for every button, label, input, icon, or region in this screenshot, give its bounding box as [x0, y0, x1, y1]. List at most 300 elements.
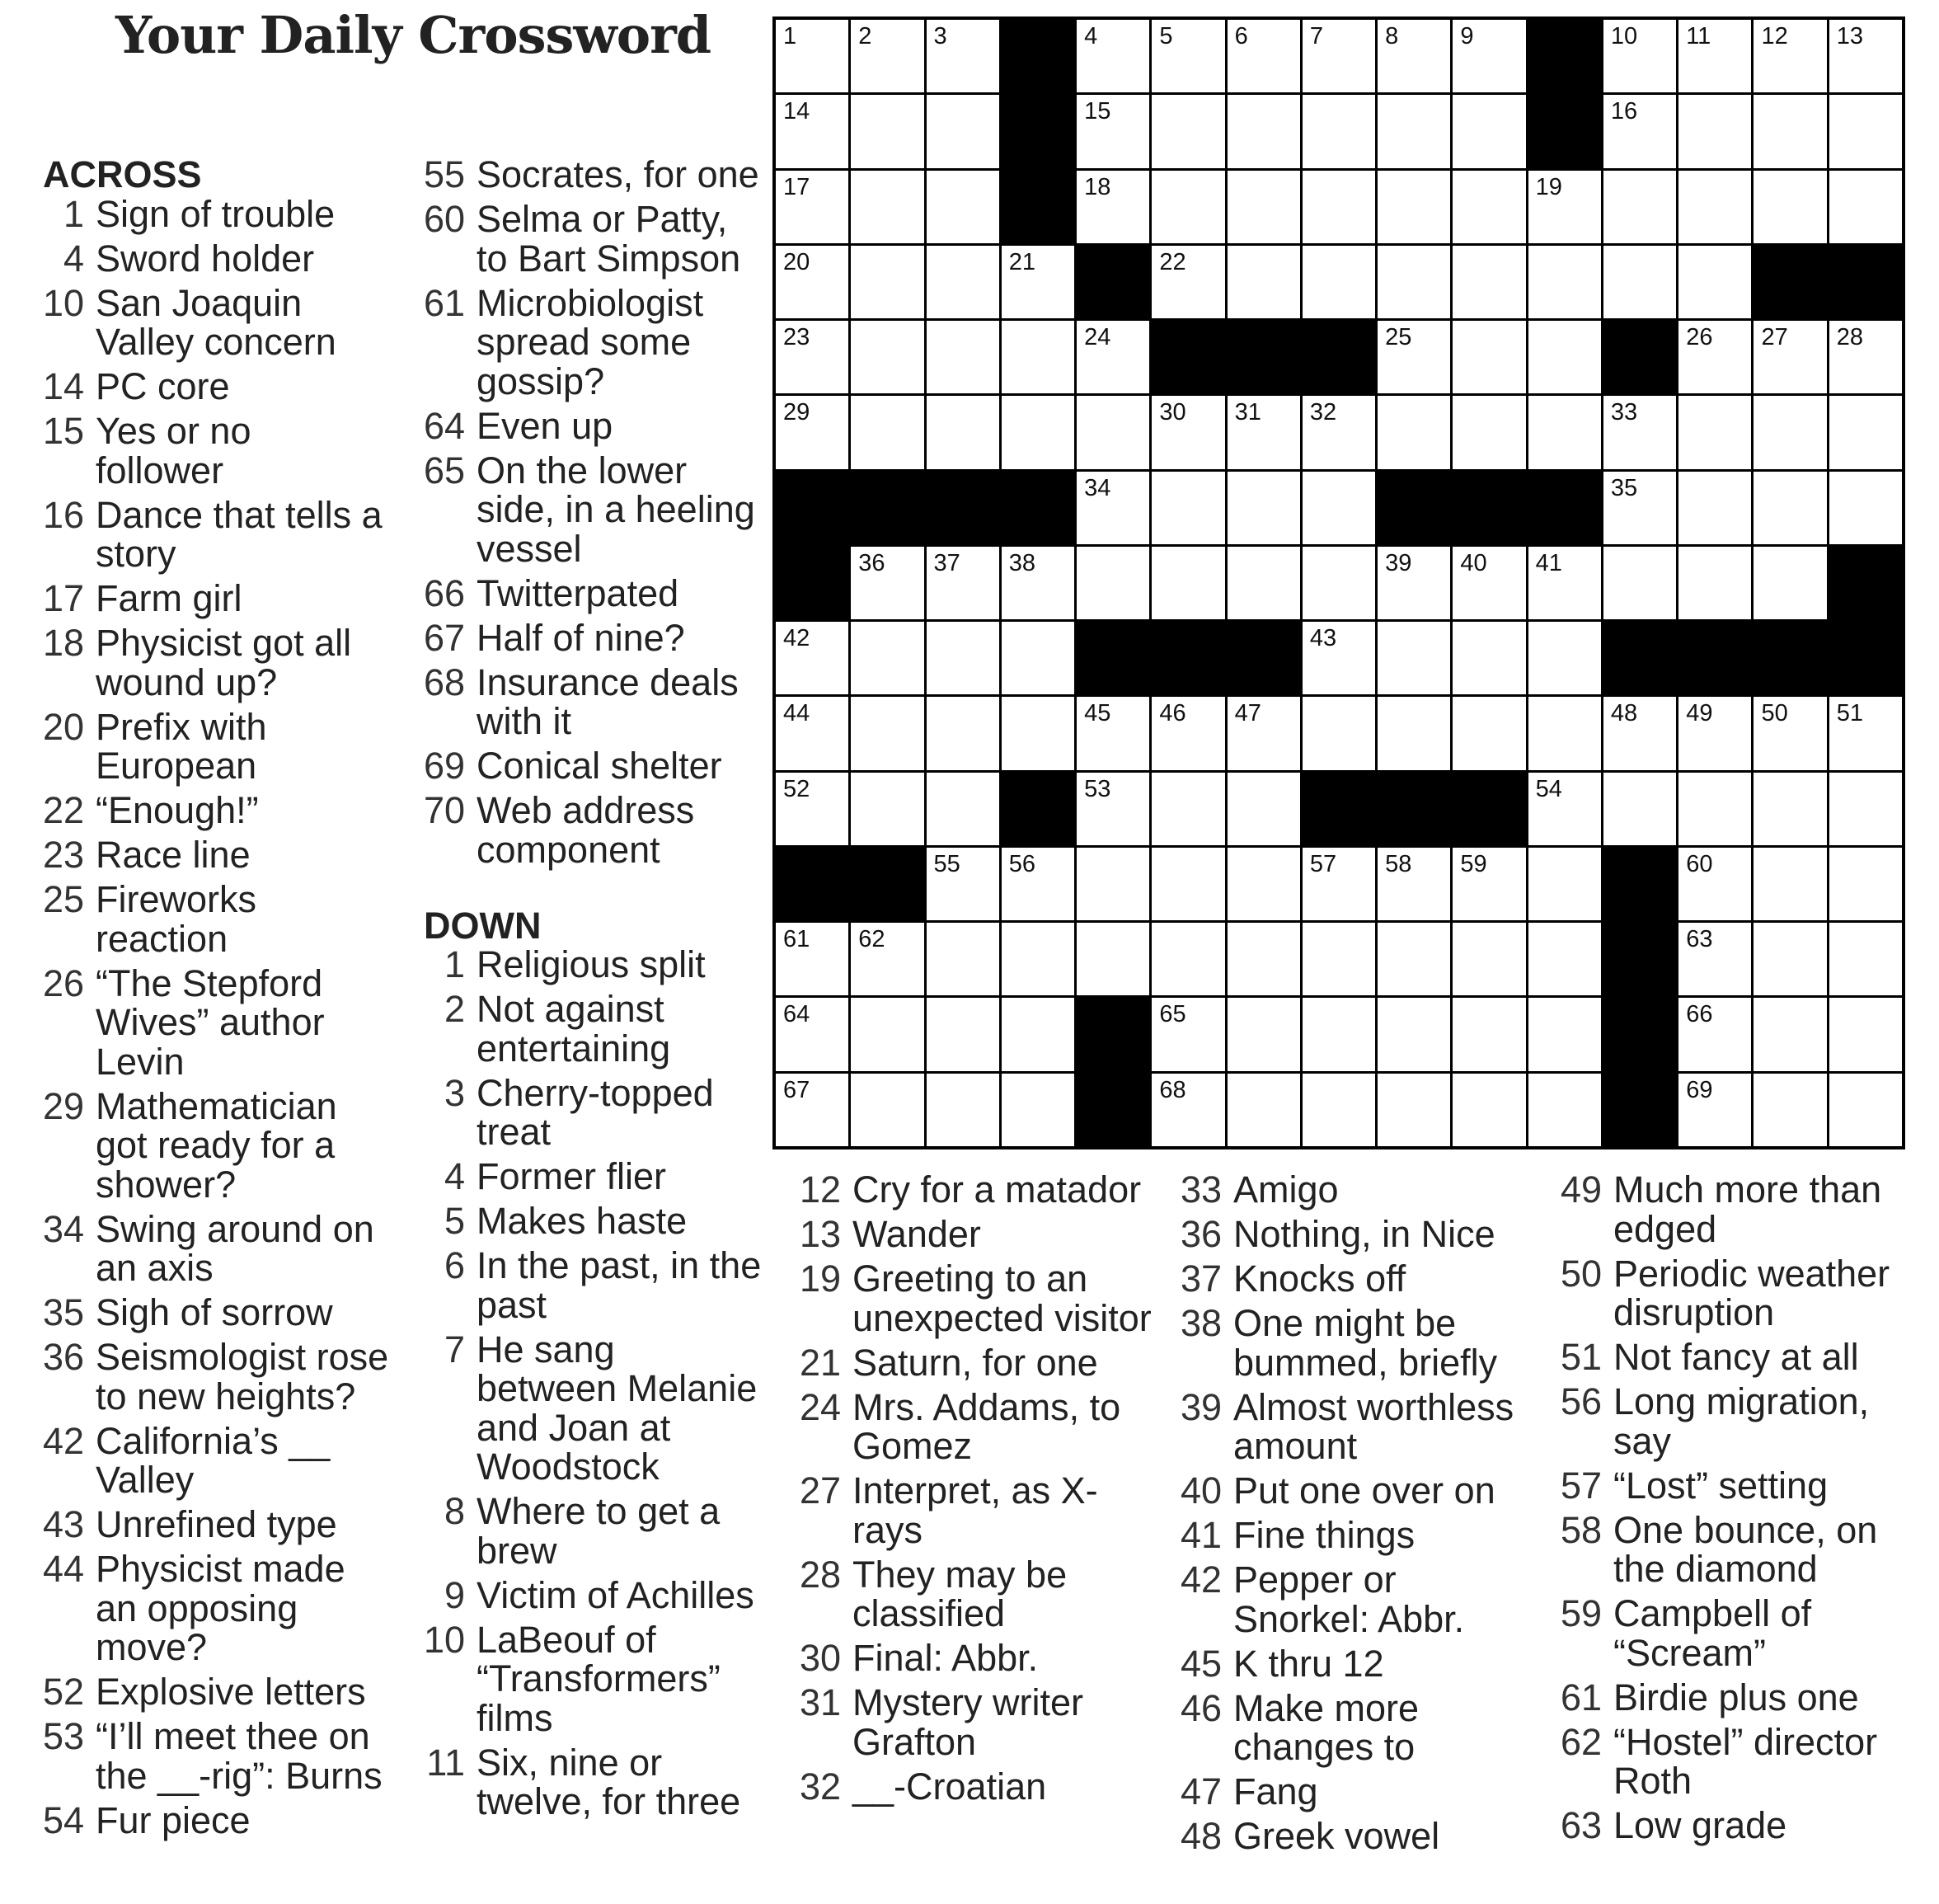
grid-square[interactable] — [1528, 998, 1601, 1070]
square-number: 40 — [1460, 549, 1487, 576]
grid-square[interactable] — [1228, 396, 1300, 468]
grid-square[interactable] — [1678, 1074, 1751, 1146]
down-clue[interactable] — [424, 1620, 763, 1738]
clue-number: 27 — [800, 1469, 842, 1511]
grid-square[interactable] — [927, 998, 999, 1070]
grid-square[interactable] — [1678, 95, 1751, 167]
grid-square[interactable] — [1603, 246, 1676, 318]
grid-square[interactable] — [1528, 622, 1601, 694]
down-clue[interactable] — [1181, 1686, 1540, 1768]
grid-square[interactable] — [1077, 95, 1149, 167]
grid-square[interactable] — [1678, 20, 1751, 92]
grid-square[interactable] — [1829, 20, 1902, 92]
grid-square[interactable] — [1002, 321, 1074, 393]
grid-square[interactable] — [1754, 20, 1826, 92]
grid-square[interactable] — [1002, 848, 1074, 920]
down-clue[interactable] — [1561, 1466, 1923, 1506]
grid-square[interactable] — [1228, 848, 1300, 920]
grid-square[interactable] — [1453, 20, 1525, 92]
grid-square[interactable] — [776, 95, 848, 167]
square-number: 43 — [1309, 625, 1337, 652]
grid-square[interactable] — [776, 697, 848, 769]
grid-square[interactable] — [1453, 1074, 1525, 1146]
down-clue[interactable] — [1561, 1170, 1923, 1248]
across-clue[interactable] — [43, 835, 389, 875]
grid-square[interactable] — [1528, 321, 1601, 393]
grid-square[interactable] — [851, 773, 923, 845]
grid-square[interactable] — [927, 547, 999, 619]
grid-square[interactable] — [776, 998, 848, 1070]
grid-square[interactable] — [1453, 848, 1525, 920]
grid-square[interactable] — [1829, 472, 1902, 544]
grid-square[interactable] — [1002, 998, 1074, 1070]
grid-square[interactable] — [1152, 848, 1224, 920]
grid-square[interactable] — [927, 171, 999, 243]
grid-square[interactable] — [776, 923, 848, 995]
grid-square[interactable] — [1678, 923, 1751, 995]
across-clue[interactable] — [424, 571, 763, 614]
grid-square[interactable] — [1678, 547, 1751, 619]
grid-square[interactable] — [1453, 547, 1525, 619]
across-clue[interactable] — [43, 705, 389, 787]
grid-square[interactable] — [851, 622, 923, 694]
grid-square[interactable] — [1678, 396, 1751, 468]
across-clue[interactable] — [43, 791, 389, 830]
square-number: 61 — [783, 926, 810, 953]
grid-square[interactable] — [1453, 697, 1525, 769]
grid-square[interactable] — [927, 246, 999, 318]
down-clue[interactable] — [800, 1259, 1159, 1338]
grid-square[interactable] — [1829, 848, 1902, 920]
grid-block — [1378, 773, 1450, 845]
grid-square[interactable] — [1754, 697, 1826, 769]
down-clue[interactable] — [1181, 1170, 1540, 1210]
grid-square[interactable] — [1152, 773, 1224, 845]
square-number: 10 — [1610, 23, 1638, 49]
across-clue[interactable] — [43, 281, 389, 363]
grid-square[interactable] — [1754, 848, 1826, 920]
grid-square[interactable] — [1528, 171, 1601, 243]
across-clue[interactable] — [43, 961, 389, 1083]
down-clue[interactable] — [800, 1638, 1159, 1678]
grid-square[interactable] — [1378, 95, 1450, 167]
across-clue[interactable] — [43, 411, 389, 490]
grid-square[interactable] — [1303, 472, 1375, 544]
grid-square[interactable] — [1528, 848, 1601, 920]
grid-square[interactable] — [776, 246, 848, 318]
grid-square[interactable] — [1678, 321, 1751, 393]
grid-block — [1603, 321, 1676, 393]
grid-square[interactable] — [776, 396, 848, 468]
square-number: 48 — [1610, 700, 1638, 727]
across-clue[interactable] — [43, 1717, 389, 1795]
grid-square[interactable] — [1077, 321, 1149, 393]
grid-square[interactable] — [776, 773, 848, 845]
grid-square[interactable] — [1754, 923, 1826, 995]
clue-text: Selma or Patty, to Bart Simpson — [477, 198, 741, 280]
grid-square[interactable] — [1754, 547, 1826, 619]
across-clue[interactable] — [424, 155, 763, 195]
grid-square[interactable] — [1228, 923, 1300, 995]
grid-square[interactable] — [1303, 923, 1375, 995]
across-clue[interactable] — [43, 623, 389, 702]
grid-square[interactable] — [1603, 547, 1676, 619]
down-clue[interactable] — [424, 945, 763, 985]
grid-square[interactable] — [851, 998, 923, 1070]
square-number: 19 — [1535, 173, 1562, 200]
across-clue[interactable] — [43, 579, 389, 618]
down-clue[interactable] — [424, 1157, 763, 1196]
clue-column-1 — [43, 155, 389, 1845]
down-clue[interactable] — [1561, 1720, 1923, 1802]
across-clue[interactable] — [43, 1207, 389, 1289]
grid-square[interactable] — [1603, 95, 1676, 167]
grid-square[interactable] — [1829, 697, 1902, 769]
grid-square[interactable] — [1754, 773, 1826, 845]
down-clue[interactable] — [1561, 1338, 1923, 1377]
grid-square[interactable] — [776, 622, 848, 694]
across-clue[interactable] — [424, 746, 763, 786]
across-clue[interactable] — [43, 1549, 389, 1667]
clue-text: Knocks off — [1233, 1258, 1406, 1300]
grid-square[interactable] — [1678, 246, 1751, 318]
down-clue[interactable] — [1181, 1385, 1540, 1467]
across-clue[interactable] — [43, 1293, 389, 1333]
grid-square[interactable] — [927, 848, 999, 920]
grid-square[interactable] — [1754, 396, 1826, 468]
grid-square[interactable] — [1077, 20, 1149, 92]
down-clue[interactable] — [1181, 1817, 1540, 1856]
grid-square[interactable] — [1453, 923, 1525, 995]
grid-square[interactable] — [1152, 20, 1224, 92]
grid-square[interactable] — [1528, 1074, 1601, 1146]
grid-square[interactable] — [1303, 1074, 1375, 1146]
grid-square[interactable] — [1829, 396, 1902, 468]
grid-square[interactable] — [1303, 171, 1375, 243]
grid-square[interactable] — [1603, 396, 1676, 468]
across-clue[interactable] — [424, 791, 763, 869]
grid-square[interactable] — [776, 321, 848, 393]
grid-square[interactable] — [1678, 472, 1751, 544]
grid-square[interactable] — [1453, 171, 1525, 243]
across-clue[interactable] — [424, 618, 763, 658]
grid-square[interactable] — [1453, 246, 1525, 318]
across-clue[interactable] — [424, 663, 763, 741]
grid-square[interactable] — [1303, 95, 1375, 167]
grid-square[interactable] — [851, 697, 923, 769]
clue-text: Victim of Achilles — [477, 1573, 754, 1616]
clue-number: 54 — [43, 1798, 85, 1841]
down-clue[interactable] — [1181, 1772, 1540, 1812]
clue-text: Socrates, for one — [477, 153, 759, 195]
across-clue[interactable] — [424, 451, 763, 569]
grid-square[interactable] — [1002, 923, 1074, 995]
clue-text: Farm girl — [96, 577, 242, 619]
across-clue[interactable] — [43, 1419, 389, 1501]
grid-square[interactable] — [776, 1074, 848, 1146]
grid-square[interactable] — [1754, 321, 1826, 393]
grid-square[interactable] — [1228, 697, 1300, 769]
grid-square[interactable] — [1528, 396, 1601, 468]
grid-square[interactable] — [1378, 923, 1450, 995]
grid-square[interactable] — [1528, 697, 1601, 769]
grid-square[interactable] — [1152, 697, 1224, 769]
grid-square[interactable] — [1378, 697, 1450, 769]
grid-square[interactable] — [1528, 547, 1601, 619]
grid-square[interactable] — [1754, 1074, 1826, 1146]
grid-square[interactable] — [851, 547, 923, 619]
down-clue[interactable] — [800, 1471, 1159, 1549]
grid-square[interactable] — [1228, 547, 1300, 619]
clue-text: Nothing, in Nice — [1233, 1213, 1495, 1255]
square-number: 14 — [783, 98, 810, 125]
grid-square[interactable] — [1303, 396, 1375, 468]
clue-number: 11 — [426, 1741, 465, 1784]
grid-square[interactable] — [1378, 1074, 1450, 1146]
grid-square[interactable] — [1678, 848, 1751, 920]
down-clue[interactable] — [800, 1385, 1159, 1467]
grid-square[interactable] — [1152, 396, 1224, 468]
grid-square[interactable] — [1002, 697, 1074, 769]
grid-square[interactable] — [1378, 848, 1450, 920]
grid-block — [1002, 95, 1074, 167]
grid-square[interactable] — [1829, 95, 1902, 167]
down-clue[interactable] — [1561, 1806, 1923, 1845]
grid-square[interactable] — [1678, 773, 1751, 845]
grid-square[interactable] — [1378, 171, 1450, 243]
grid-block — [851, 472, 923, 544]
clue-text: Physicist made an opposing move? — [96, 1548, 345, 1668]
grid-square[interactable] — [927, 622, 999, 694]
down-clue[interactable] — [1181, 1304, 1540, 1382]
down-clue[interactable] — [1561, 1254, 1923, 1333]
clue-number: 23 — [43, 834, 85, 876]
grid-square[interactable] — [927, 1074, 999, 1146]
grid-square[interactable] — [927, 321, 999, 393]
grid-square[interactable] — [1228, 20, 1300, 92]
grid-square[interactable] — [1303, 622, 1375, 694]
grid-square[interactable] — [1378, 321, 1450, 393]
grid-square[interactable] — [1077, 472, 1149, 544]
grid-square[interactable] — [1453, 396, 1525, 468]
grid-square[interactable] — [776, 20, 848, 92]
across-clue[interactable] — [43, 367, 389, 407]
grid-block — [776, 472, 848, 544]
grid-square[interactable] — [1754, 998, 1826, 1070]
across-clue[interactable] — [424, 281, 763, 402]
grid-square[interactable] — [1754, 171, 1826, 243]
grid-square[interactable] — [1453, 622, 1525, 694]
down-clue[interactable] — [800, 1683, 1159, 1761]
grid-square[interactable] — [1754, 472, 1826, 544]
grid-square[interactable] — [1002, 246, 1074, 318]
across-clue[interactable] — [43, 1084, 389, 1206]
down-clue[interactable] — [424, 1071, 763, 1153]
grid-square[interactable] — [1378, 246, 1450, 318]
grid-square[interactable] — [1228, 773, 1300, 845]
grid-square[interactable] — [1829, 321, 1902, 393]
grid-square[interactable] — [1152, 95, 1224, 167]
grid-square[interactable] — [851, 321, 923, 393]
grid-square[interactable] — [927, 20, 999, 92]
grid-square[interactable] — [1603, 697, 1676, 769]
grid-square[interactable] — [1378, 998, 1450, 1070]
grid-square[interactable] — [1378, 396, 1450, 468]
grid-square[interactable] — [1303, 20, 1375, 92]
grid-square[interactable] — [1303, 697, 1375, 769]
down-clue[interactable] — [1561, 1678, 1923, 1718]
down-clue[interactable] — [424, 1246, 763, 1324]
grid-square[interactable] — [1152, 547, 1224, 619]
across-clue[interactable] — [43, 1672, 389, 1712]
grid-square[interactable] — [1077, 773, 1149, 845]
grid-square[interactable] — [1603, 20, 1676, 92]
down-clue[interactable] — [1181, 1259, 1540, 1299]
grid-square[interactable] — [1829, 1074, 1902, 1146]
down-clue[interactable] — [800, 1767, 1159, 1807]
clue-number: 42 — [43, 1419, 85, 1462]
grid-square[interactable] — [1228, 95, 1300, 167]
clue-number: 70 — [424, 789, 466, 831]
grid-square[interactable] — [1829, 923, 1902, 995]
grid-block — [1002, 20, 1074, 92]
grid-square[interactable] — [1002, 1074, 1074, 1146]
grid-square[interactable] — [1378, 20, 1450, 92]
grid-square[interactable] — [851, 171, 923, 243]
down-clue[interactable] — [1561, 1508, 1923, 1590]
clue-text: Conical shelter — [477, 745, 722, 787]
grid-square[interactable] — [927, 95, 999, 167]
down-clue[interactable] — [800, 1170, 1159, 1210]
grid-square[interactable] — [851, 246, 923, 318]
grid-square[interactable] — [1228, 998, 1300, 1070]
down-clue[interactable] — [800, 1215, 1159, 1254]
grid-square[interactable] — [851, 923, 923, 995]
grid-square[interactable] — [1077, 396, 1149, 468]
clue-text: Not against entertaining — [477, 988, 671, 1070]
grid-square[interactable] — [851, 1074, 923, 1146]
grid-square[interactable] — [1603, 773, 1676, 845]
grid-square[interactable] — [1303, 998, 1375, 1070]
grid-square[interactable] — [1528, 246, 1601, 318]
down-clue[interactable] — [1561, 1382, 1923, 1460]
clue-text: “Hostel” director Roth — [1613, 1720, 1878, 1802]
down-heading: DOWN — [424, 904, 542, 947]
down-clue[interactable] — [800, 1555, 1159, 1634]
down-clue[interactable] — [1181, 1644, 1540, 1684]
square-number: 15 — [1084, 98, 1111, 125]
square-number: 22 — [1159, 248, 1186, 275]
grid-square[interactable] — [1228, 1074, 1300, 1146]
grid-square[interactable] — [1678, 171, 1751, 243]
down-clue[interactable] — [1181, 1471, 1540, 1511]
down-clue[interactable] — [1561, 1594, 1923, 1672]
grid-square[interactable] — [1228, 171, 1300, 243]
square-number: 57 — [1309, 850, 1337, 877]
down-clue[interactable] — [424, 1492, 763, 1570]
across-clue[interactable] — [43, 239, 389, 279]
grid-square[interactable] — [1453, 998, 1525, 1070]
grid-square[interactable] — [776, 171, 848, 243]
grid-square[interactable] — [1152, 171, 1224, 243]
across-clue[interactable] — [424, 200, 763, 278]
grid-square[interactable] — [1303, 547, 1375, 619]
grid-square[interactable] — [1152, 923, 1224, 995]
grid-square[interactable] — [1829, 998, 1902, 1070]
grid-square[interactable] — [1303, 848, 1375, 920]
down-clue[interactable] — [424, 1573, 763, 1616]
down-clue[interactable] — [424, 1330, 763, 1487]
grid-square[interactable] — [927, 697, 999, 769]
grid-square[interactable] — [1002, 396, 1074, 468]
grid-square[interactable] — [1077, 697, 1149, 769]
clue-text: Fur piece — [96, 1798, 251, 1841]
grid-square[interactable] — [1228, 472, 1300, 544]
grid-square[interactable] — [851, 95, 923, 167]
grid-square[interactable] — [927, 396, 999, 468]
grid-square[interactable] — [1077, 923, 1149, 995]
down-clue[interactable] — [800, 1343, 1159, 1383]
down-clue[interactable] — [1181, 1215, 1540, 1254]
grid-square[interactable] — [1528, 923, 1601, 995]
grid-square[interactable] — [1453, 321, 1525, 393]
across-clue[interactable] — [43, 192, 389, 235]
grid-square[interactable] — [1603, 472, 1676, 544]
across-clue[interactable] — [43, 880, 389, 958]
across-clue[interactable] — [43, 1338, 389, 1416]
clue-text: PC core — [96, 365, 230, 407]
across-clue[interactable] — [43, 1798, 389, 1841]
down-clue[interactable] — [424, 990, 763, 1068]
grid-square[interactable] — [1528, 773, 1601, 845]
across-clue[interactable] — [424, 404, 763, 447]
grid-square[interactable] — [1754, 95, 1826, 167]
grid-square[interactable] — [1152, 1074, 1224, 1146]
grid-square[interactable] — [1829, 773, 1902, 845]
grid-square[interactable] — [1152, 472, 1224, 544]
grid-square[interactable] — [1002, 622, 1074, 694]
grid-square[interactable] — [1002, 547, 1074, 619]
down-clue[interactable] — [424, 1201, 763, 1241]
across-clue[interactable] — [43, 1505, 389, 1544]
grid-square[interactable] — [1678, 697, 1751, 769]
across-clue[interactable] — [43, 493, 389, 575]
grid-square[interactable] — [1077, 547, 1149, 619]
grid-square[interactable] — [927, 923, 999, 995]
grid-square[interactable] — [1453, 95, 1525, 167]
grid-square[interactable] — [851, 20, 923, 92]
grid-square[interactable] — [1678, 998, 1751, 1070]
grid-square[interactable] — [1303, 246, 1375, 318]
page-title: Your Daily Crossword — [115, 5, 711, 65]
grid-square[interactable] — [1228, 246, 1300, 318]
grid-square[interactable] — [927, 773, 999, 845]
grid-square[interactable] — [1829, 171, 1902, 243]
grid-square[interactable] — [1378, 547, 1450, 619]
grid-square[interactable] — [1603, 171, 1676, 243]
grid-square[interactable] — [1152, 998, 1224, 1070]
down-clue[interactable] — [424, 1743, 763, 1822]
grid-square[interactable] — [1378, 622, 1450, 694]
grid-square[interactable] — [851, 396, 923, 468]
grid-square[interactable] — [1077, 171, 1149, 243]
down-clue[interactable] — [1181, 1560, 1540, 1638]
clue-number: 32 — [800, 1765, 842, 1808]
grid-square[interactable] — [1152, 246, 1224, 318]
grid-square[interactable] — [1077, 848, 1149, 920]
clue-text: Even up — [477, 404, 613, 447]
down-clue[interactable] — [1181, 1516, 1540, 1555]
